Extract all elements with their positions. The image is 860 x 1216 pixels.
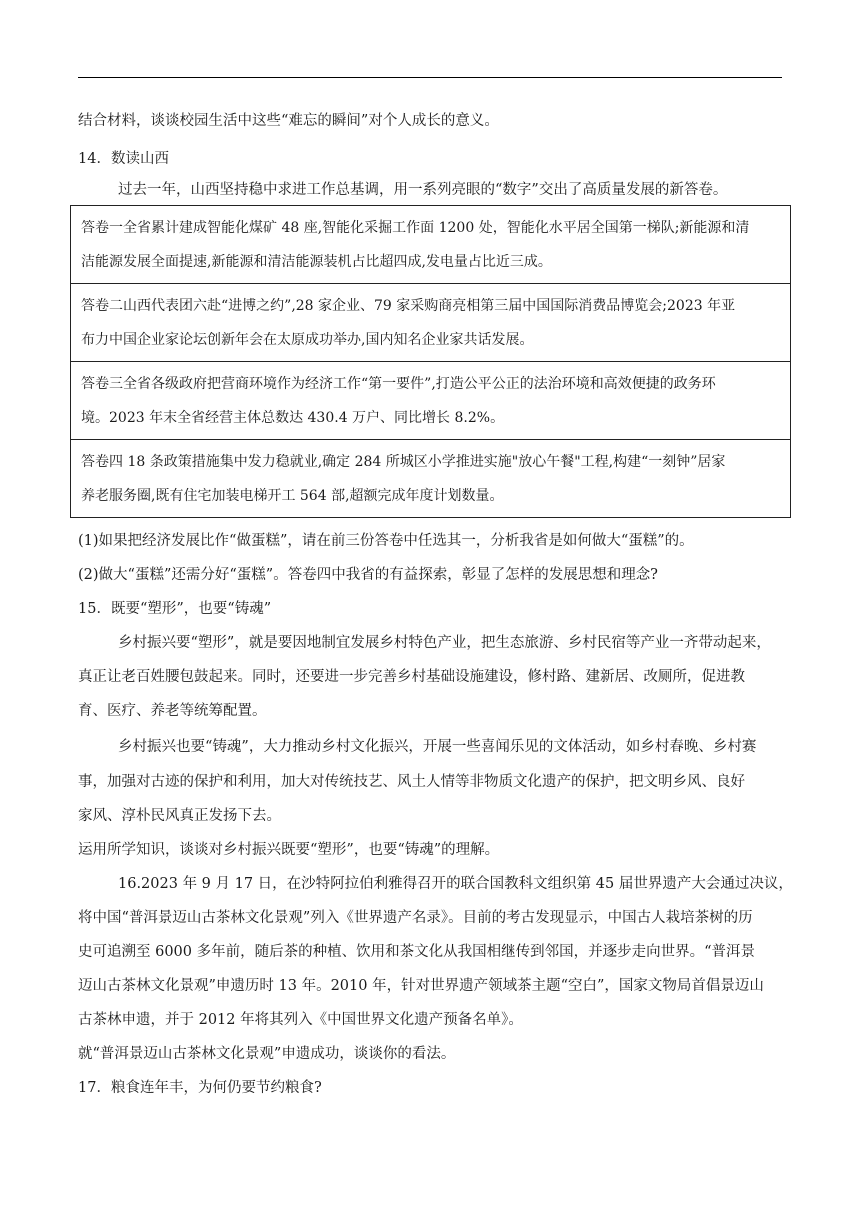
q14-lead: 过去一年，山西坚持稳中求进工作总基调，用一系列亮眼的“数字”交出了高质量发展的新答卷。 — [118, 182, 728, 198]
answer-text: 境。2023 年末全省经营主体总数达 430.4 万户、同比增长 8.2%。 — [81, 409, 505, 426]
q14-title: 14．数读山西 — [78, 151, 169, 167]
answers-table — [70, 205, 791, 518]
answer-cell — [71, 284, 791, 362]
answer-text: 答卷三全省各级政府把营商环境作为经济工作“第一要件”,打造公平公正的法治环境和高效便捷的政务环 — [81, 375, 716, 392]
q14-sub2: (2)做大“蛋糕”还需分好“蛋糕”。答卷四中我省的有益探索，彰显了怎样的发展思想和理念? — [78, 567, 658, 583]
answer-text: 答卷一全省累计建成智能化煤矿 48 座,智能化采掘工作面 1200 处，智能化水平居全国第一梯队;新能源和清 — [81, 219, 750, 236]
q16-paragraph-line: 16.2023 年 9 月 17 日，在沙特阿拉伯利雅得召开的联合国教科文组织第 45 届世界遗产大会通过决议， — [118, 876, 793, 892]
answer-row — [71, 284, 791, 362]
q15-question: 运用所学知识，谈谈对乡村振兴既要“塑形”，也要“铸魂”的理解。 — [78, 842, 500, 858]
q15-paragraph-line: 育、医疗、养老等统筹配置。 — [78, 703, 267, 719]
answer-cell — [71, 206, 791, 284]
answer-text: 答卷四 18 条政策措施集中发力稳就业,确定 284 所城区小学推进实施"放心午餐"工程,构建“一刻钟”居家 — [81, 453, 726, 470]
q16-paragraph-line: 史可追溯至 6000 多年前，随后茶的种植、饮用和茶文化从我国相继传到邻国，并逐步走向世界。“普洱景 — [78, 944, 756, 960]
q16-question: 就“普洱景迈山古茶林文化景观”申遗成功，谈谈你的看法。 — [78, 1046, 456, 1062]
q15-paragraph-line: 事，加强对古迹的保护和利用，加大对传统技艺、风土人情等非物质文化遗产的保护，把文明乡风、良好 — [78, 774, 745, 790]
answer-cell — [71, 362, 791, 440]
intro-line: 结合材料，谈谈校园生活中这些“难忘的瞬间”对个人成长的意义。 — [78, 113, 499, 129]
q15-paragraph-line: 乡村振兴要“塑形”，就是要因地制宜发展乡村特色产业，把生态旅游、乡村民宿等产业一齐带动起来， — [118, 635, 771, 651]
answer-text: 洁能源发展全面提速,新能源和清洁能源装机占比超四成,发电量占比近三成。 — [81, 253, 552, 270]
q16-paragraph-line: 将中国“普洱景迈山古茶林文化景观”列入《世界遗产名录》。目前的考古发现显示，中国古人栽培茶树的历 — [78, 910, 753, 926]
q15-title: 15．既要“塑形”，也要“铸魂” — [78, 601, 272, 617]
q16-paragraph-line: 迈山古茶林文化景观”申遗历时 13 年。2010 年，针对世界遗产领域茶主题“空白”，国家文物局首倡景迈山 — [78, 978, 764, 994]
answer-text: 答卷二山西代表团六赴“进博之约”,28 家企业、79 家采购商亮相第三届中国国际消费品博览会;2023 年亚 — [81, 297, 736, 314]
answer-text: 养老服务圈,既有住宅加装电梯开工 564 部,超额完成年度计划数量。 — [81, 487, 504, 504]
answer-row — [71, 440, 791, 518]
q14-sub1: (1)如果把经济发展比作“做蛋糕”，请在前三份答卷中任选其一，分析我省是如何做大“蛋糕”的。 — [78, 533, 694, 549]
answer-cell — [71, 440, 791, 518]
answer-text: 布力中国企业家论坛创新年会在太原成功举办,国内知名企业家共话发展。 — [81, 331, 534, 348]
q15-paragraph-line: 真正让老百姓腰包鼓起来。同时，还要进一步完善乡村基础设施建设，修村路、建新居、改厕所，促进教 — [78, 669, 745, 685]
q15-paragraph-line: 乡村振兴也要“铸魂”，大力推动乡村文化振兴，开展一些喜闻乐见的文体活动，如乡村春晚、乡村赛 — [118, 739, 757, 755]
answer-row — [71, 206, 791, 284]
q15-paragraph-line: 家风、淳朴民风真正发扬下去。 — [78, 808, 281, 824]
q17-title: 17．粮食连年丰，为何仍要节约粮食? — [78, 1080, 322, 1096]
q16-paragraph-line: 古茶林申遗，并于 2012 年将其列入《中国世界文化遗产预备名单》。 — [78, 1012, 523, 1028]
header-rule — [78, 77, 782, 78]
answer-row — [71, 362, 791, 440]
